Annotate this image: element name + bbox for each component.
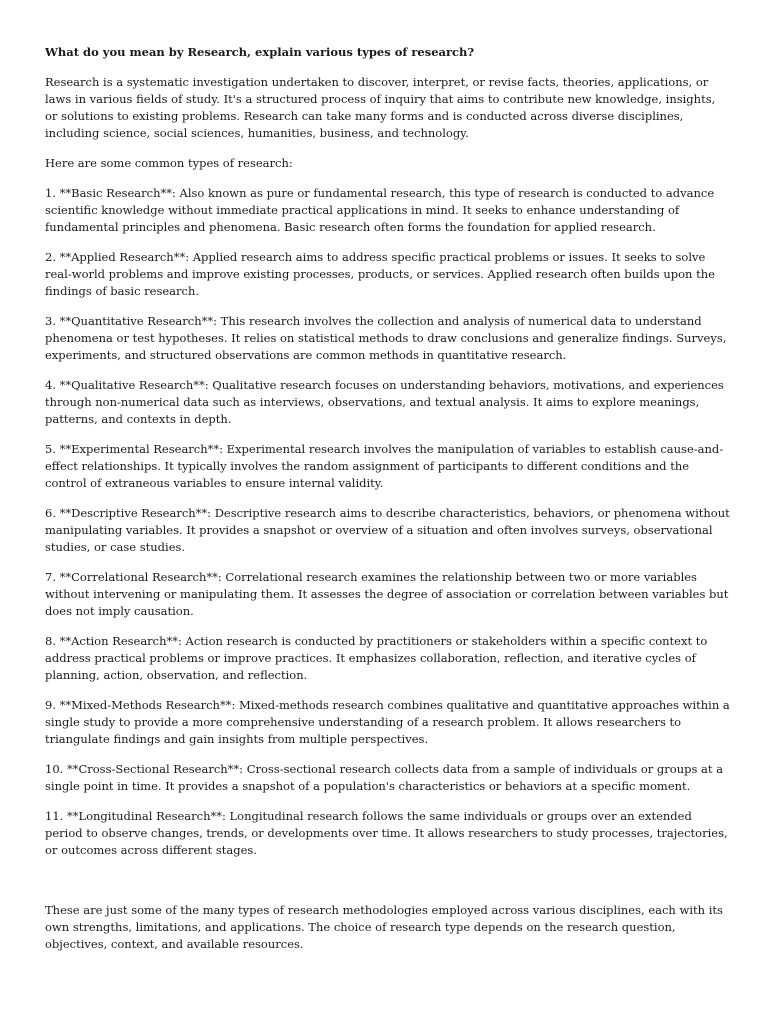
spacer [45,872,730,902]
research-type-correlational: 7. **Correlational Research**: Correlational research examines the relationship between two or more variables without intervening or manipulating them. It assesses the degree of association or correlation between variables but does not imply causation. [45,570,729,618]
document-page [45,44,730,966]
research-type-descriptive: 6. **Descriptive Research**: Descriptive research aims to describe characteristics, behaviors, or phenomena without manipulating variables. It provides a snapshot or overview of a situation and often involves surveys, observational studies, or case studies. [45,506,730,554]
research-type-mixed-methods: 9. **Mixed-Methods Research**: Mixed-methods research combines qualitative and quantitative approaches within a single study to provide a more comprehensive understanding of a research problem. It allows researchers to triangulate findings and gain insights from multiple perspectives. [45,698,730,746]
lead-paragraph: Here are some common types of research: [45,156,293,170]
intro-paragraph: Research is a systematic investigation undertaken to discover, interpret, or revise facts, theories, applications, or laws in various fields of study. It's a structured process of inquiry that aims to contribute new knowledge, insights, or solutions to existing problems. Research can take many forms and is conducted across diverse disciplines, including science, social sciences, humanities, business, and technology. [45,75,716,140]
research-type-experimental: 5. **Experimental Research**: Experimental research involves the manipulation of variables to establish cause-and-effect relationships. It typically involves the random assignment of participants to different conditions and the control of extraneous variables to ensure internal validity. [45,442,724,490]
research-type-action: 8. **Action Research**: Action research is conducted by practitioners or stakeholders within a specific context to address practical problems or improve practices. It emphasizes collaboration, reflection, and iterative cycles of planning, action, observation, and reflection. [45,634,708,682]
research-type-basic: 1. **Basic Research**: Also known as pure or fundamental research, this type of research is conducted to advance scientific knowledge without immediate practical applications in mind. It seeks to enhance understanding of fundamental principles and phenomena. Basic research often forms the foundation for applied research. [45,186,715,234]
research-type-applied: 2. **Applied Research**: Applied research aims to address specific practical problems or issues. It seeks to solve real-world problems and improve existing processes, products, or services. Applied research often builds upon the findings of basic research. [45,250,715,298]
research-type-longitudinal: 11. **Longitudinal Research**: Longitudinal research follows the same individuals or groups over an extended period to observe changes, trends, or developments over time. It allows researchers to study processes, trajectories, or outcomes across different stages. [45,809,728,857]
research-type-qualitative: 4. **Qualitative Research**: Qualitative research focuses on understanding behaviors, motivations, and experiences through non-numerical data such as interviews, observations, and textual analysis. It aims to explore meanings, patterns, and contexts in depth. [45,378,724,426]
research-type-quantitative: 3. **Quantitative Research**: This research involves the collection and analysis of numerical data to understand phenomena or test hypotheses. It relies on statistical methods to draw conclusions and generalize findings. Surveys, experiments, and structured observations are common methods in quantitative research. [45,314,727,362]
research-type-cross-sectional: 10. **Cross-Sectional Research**: Cross-sectional research collects data from a sample of individuals or groups at a single point in time. It provides a snapshot of a population's characteristics or behaviors at a specific moment. [45,762,724,793]
conclusion-paragraph: These are just some of the many types of research methodologies employed across various disciplines, each with its own strengths, limitations, and applications. The choice of research type depends on the research question, objectives, context, and available resources. [45,903,723,951]
document-title: What do you mean by Research, explain various types of research? [45,45,475,59]
